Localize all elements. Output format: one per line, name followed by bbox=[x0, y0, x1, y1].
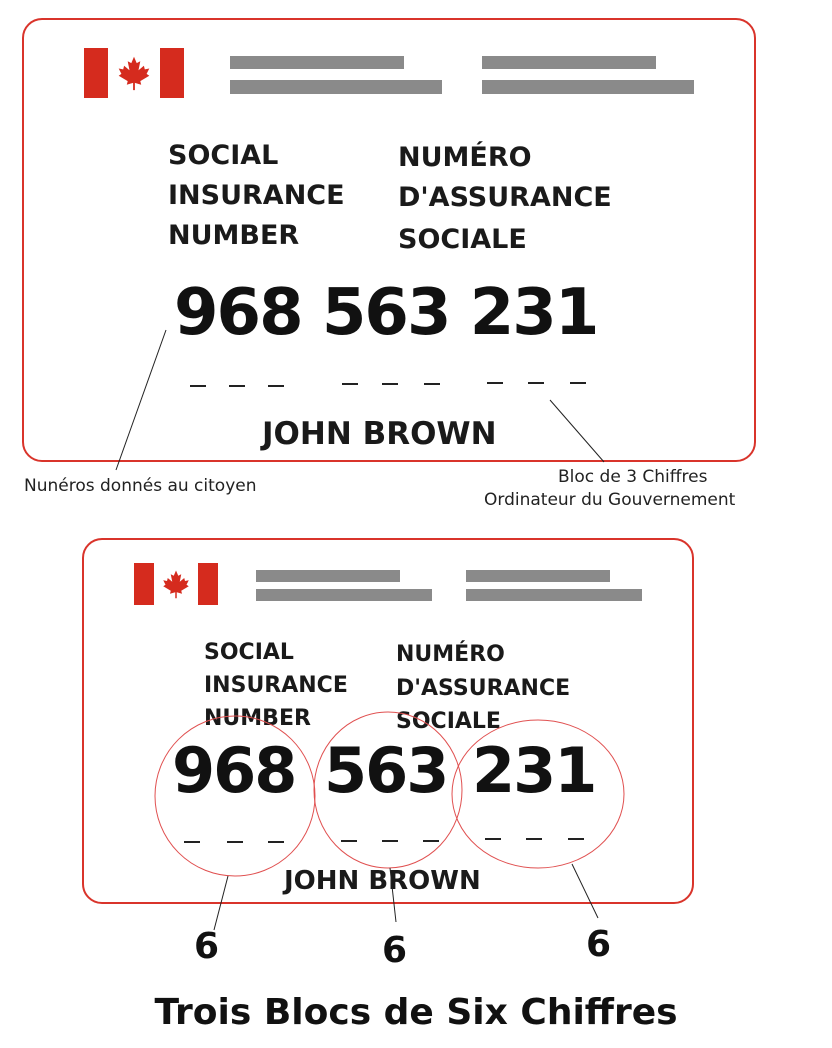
leader-line-six-3 bbox=[572, 864, 598, 918]
label-en-line-1: SOCIAL bbox=[204, 640, 294, 665]
label-fr-line-1: NUMÉRO bbox=[398, 142, 532, 173]
block-circle-2 bbox=[314, 712, 462, 868]
sin-block-3: 231 bbox=[472, 734, 596, 807]
block-count-1: 6 bbox=[194, 926, 220, 967]
leader-line-block bbox=[550, 400, 604, 462]
label-fr-line-3: SOCIALE bbox=[398, 224, 527, 255]
card-holder-name: JOHN BROWN bbox=[284, 866, 481, 896]
leader-line-citizen bbox=[116, 330, 166, 470]
label-fr-line-2: D'ASSURANCE bbox=[396, 676, 571, 701]
sin-block-1: 968 bbox=[172, 734, 296, 807]
label-en-line-2: INSURANCE bbox=[204, 673, 348, 698]
leader-line-six-2 bbox=[390, 868, 396, 922]
block-note-line-2: Ordinateur du Gouvernement bbox=[484, 490, 736, 510]
label-fr-line-3: SOCIALE bbox=[396, 709, 501, 734]
sin-block-2: 563 bbox=[324, 734, 448, 807]
block-circle-1 bbox=[155, 716, 315, 876]
label-en-line-3: NUMBER bbox=[168, 220, 300, 251]
block-count-3: 6 bbox=[586, 924, 612, 965]
card-holder-name: JOHN BROWN bbox=[262, 416, 497, 452]
block-count-2: 6 bbox=[382, 930, 408, 971]
label-en-line-1: SOCIAL bbox=[168, 140, 279, 171]
label-en-line-3: NUMBER bbox=[204, 706, 311, 731]
leader-line-six-1 bbox=[214, 876, 228, 930]
label-en-line-2: INSURANCE bbox=[168, 180, 345, 211]
label-fr-line-2: D'ASSURANCE bbox=[398, 182, 612, 213]
block-note-line-1: Bloc de 3 Chiffres bbox=[558, 467, 708, 487]
label-fr-line-1: NUMÉRO bbox=[396, 642, 505, 667]
citizen-numbers-note: Nunéros donnés au citoyen bbox=[24, 476, 257, 496]
block-circle-3 bbox=[452, 720, 624, 868]
footer-title: Trois Blocs de Six Chiffres bbox=[154, 992, 678, 1033]
sin-number: 968 563 231 bbox=[174, 276, 598, 350]
